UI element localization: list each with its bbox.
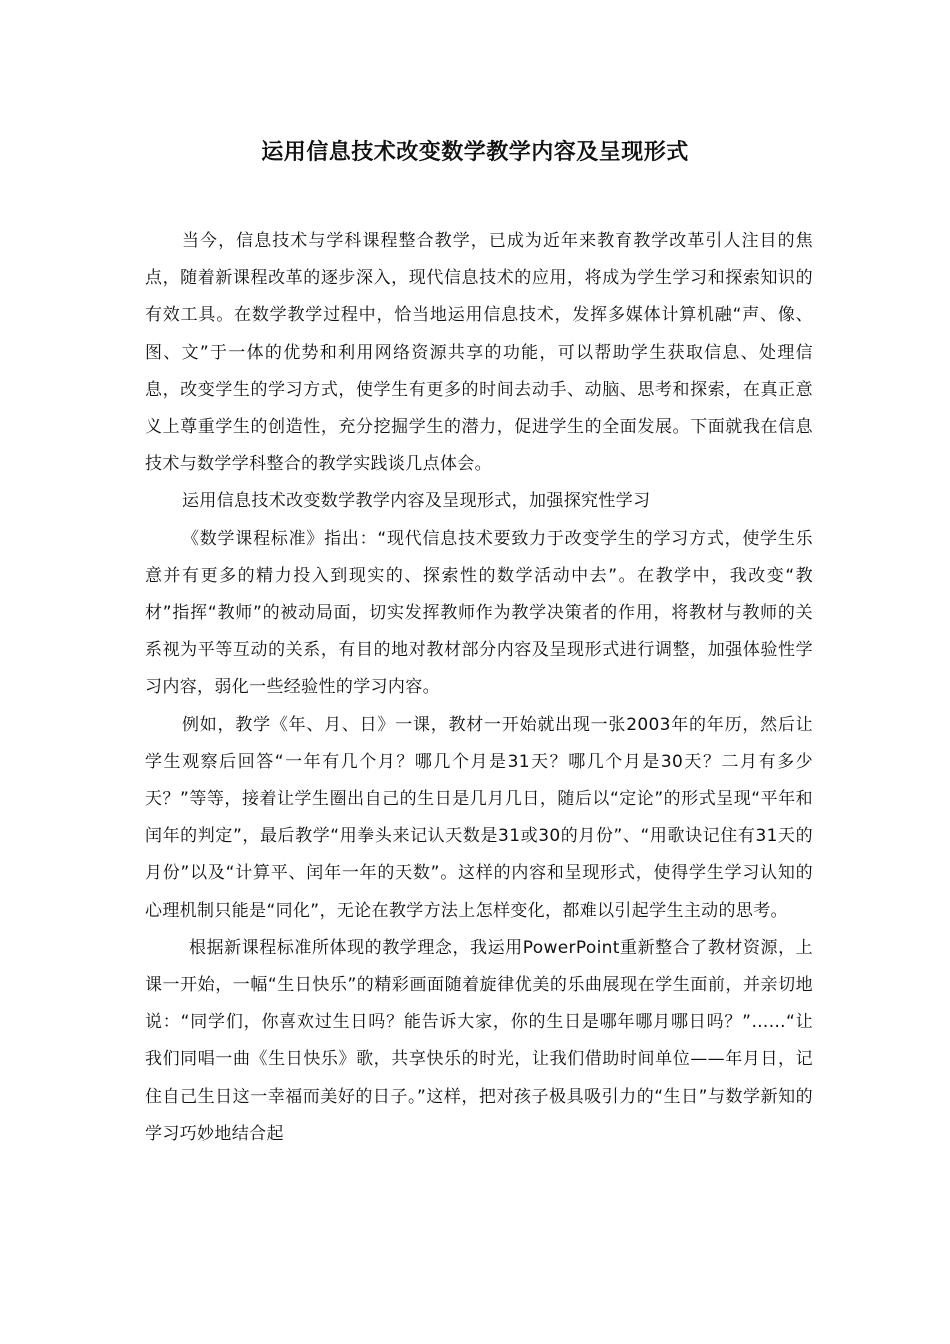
- paragraph-intro: 当今，信息技术与学科课程整合教学，已成为近年来教育教学改革引人注目的焦点，随着新课程改革的逐步深入，现代信息技术的应用，将成为学生学习和探索知识的有效工具。在数学教学过程中，恰当地运用信息技术，发挥多媒体计算机融“声、像、图、文”于一体的优势和利用网络资源共享的功能，可以帮助学生获取信息、处理信息，改变学生的学习方式，使学生有更多的时间去动手、动脑、思考和探索，在真正意义上尊重学生的创造性，充分挖掘学生的潜力，促进学生的全面发展。下面就我在信息技术与数学学科整合的教学实践谈几点体会。: [145, 231, 813, 475]
- paragraph-powerpoint: 根据新课程标准所体现的教学理念，我运用PowerPoint重新整合了教材资源，上课一开始，一幅“生日快乐”的精彩画面随着旋律优美的乐曲展现在学生面前，并亲切地说：“同学们，你喜欢过生日吗？能告诉大家，你的生日是哪年哪月哪日吗？”……“让我们同唱一曲《生日快乐》歌，共享快乐的时光，让我们借助时间单位——年月日，记住自己生日这一幸福而美好的日子。”这样，把对孩子极具吸引力的“生日”与数学新知的学习巧妙地结合起: [145, 937, 813, 1144]
- paragraph-section-heading: 运用信息技术改变数学教学内容及呈现形式，加强探究性学习: [182, 491, 651, 512]
- paragraph-example: 例如，教学《年、月、日》一课，教材一开始就出现一张2003年的年历，然后让学生观察后回答“一年有几个月？哪几个月是31天？哪几个月是30天？二月有多少天？”等等，接着让学生圈出自己的生日是几月几日，随后以“定论”的形式呈现“平年和闰年的判定”，最后教学“用拳头来记认天数是31或30的月份”、“用歌诀记住有31天的月份”以及“计算平、闰年一年的天数”。这样的内容和呈现形式，使得学生学习认知的心理机制只能是“同化”，无论在教学方法上怎样变化，都难以引起学生主动的思考。: [145, 714, 813, 921]
- document-title: 运用信息技术改变数学教学内容及呈现形式: [261, 140, 689, 165]
- document-body: [145, 223, 813, 1153]
- paragraph-curriculum-standard: 《数学课程标准》指出：“现代信息技术要致力于改变学生的学习方式，使学生乐意并有更多的精力投入到现实的、探索性的数学活动中去”。在教学中，我改变“教材”指挥“教师”的被动局面，切实发挥教师作为教学决策者的作用，将教材与教师的关系视为平等互动的关系，有目的地对教材部分内容及呈现形式进行调整，加强体验性学习内容，弱化一些经验性的学习内容。: [145, 528, 813, 698]
